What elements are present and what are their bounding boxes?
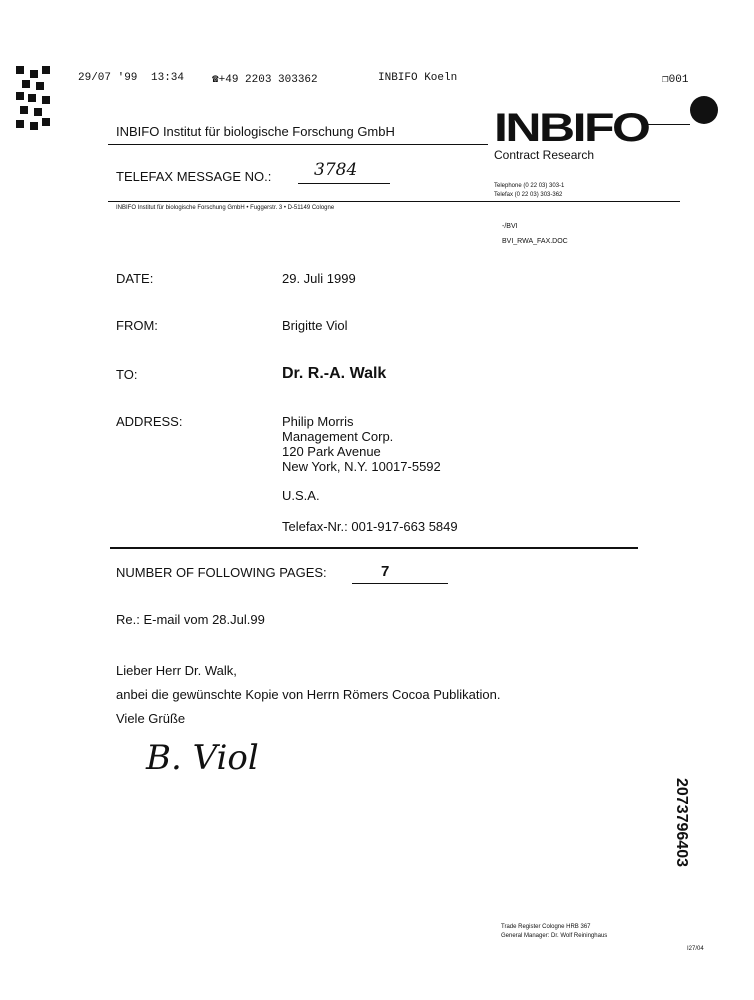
section-divider [110,547,638,549]
to-label: TO: [116,367,138,382]
telephone: Telephone (0 22 03) 303-1 [494,183,565,189]
address-line-1: Philip Morris [282,414,354,429]
from-label: FROM: [116,318,158,333]
black-dot [690,96,718,124]
subject-line: Re.: E-mail vom 28.Jul.99 [116,612,265,627]
date-value: 29. Juli 1999 [282,271,356,286]
pages-label: NUMBER OF FOLLOWING PAGES: [116,565,327,580]
ref-file: BVI_RWA_FAX.DOC [502,238,568,245]
fax-time: 13:34 [151,72,185,84]
fax-date: 29/07 '99 [78,72,138,84]
closing: Viele Grüße [116,711,186,726]
to-value: Dr. R.-A. Walk [282,365,387,382]
trade-register: Trade Register Cologne HRB 367 [501,924,591,930]
telefax-number: Telefax-Nr.: 001-917-663 5849 [282,519,458,534]
ref-initials: -/BVI [502,223,518,230]
pages-value: 7 [381,563,390,580]
date-label: DATE: [116,271,154,286]
message-number-underline [298,183,390,184]
address-line-3: 120 Park Avenue [282,444,381,459]
telefax-message-number: 3784 [314,160,358,180]
handwritten-signature: B. Viol [146,738,259,778]
salutation: Lieber Herr Dr. Walk, [116,663,237,678]
country: U.S.A. [282,488,320,503]
tagline: Contract Research [494,148,595,162]
fax-page-counter: ❐001 [662,74,689,86]
fax-barcode [16,66,50,132]
telefax-message-label: TELEFAX MESSAGE NO.: [116,169,272,184]
address-line-4: New York, N.Y. 10017-5592 [282,459,441,474]
inbifo-logo: INBIFO [494,106,649,150]
telefax: Telefax (0 22 03) 303-362 [494,192,563,198]
sender-address-line: INBIFO Institut für biologische Forschung GmbH • Fuggerstr. 3 • D-51149 Cologne [116,205,335,211]
company-name: INBIFO Institut für biologische Forschung GmbH [116,124,395,139]
from-value: Brigitte Viol [282,318,348,333]
letterhead-rule [108,201,680,202]
pages-underline [352,583,448,584]
fax-sender: INBIFO Koeln [378,72,458,84]
logo-line [648,124,690,125]
fax-phone: ☎+49 2203 303362 [212,74,318,86]
document-number: 2073796403 [673,778,690,867]
address-label: ADDRESS: [116,414,183,429]
footer-code: I27/04 [687,946,704,952]
message-text: anbei die gewünschte Kopie von Herrn Römers Cocoa Publikation. [116,687,501,702]
general-manager: General Manager: Dr. Wolf Reininghaus [501,933,608,939]
company-underline [108,144,488,145]
address-line-2: Management Corp. [282,429,394,444]
